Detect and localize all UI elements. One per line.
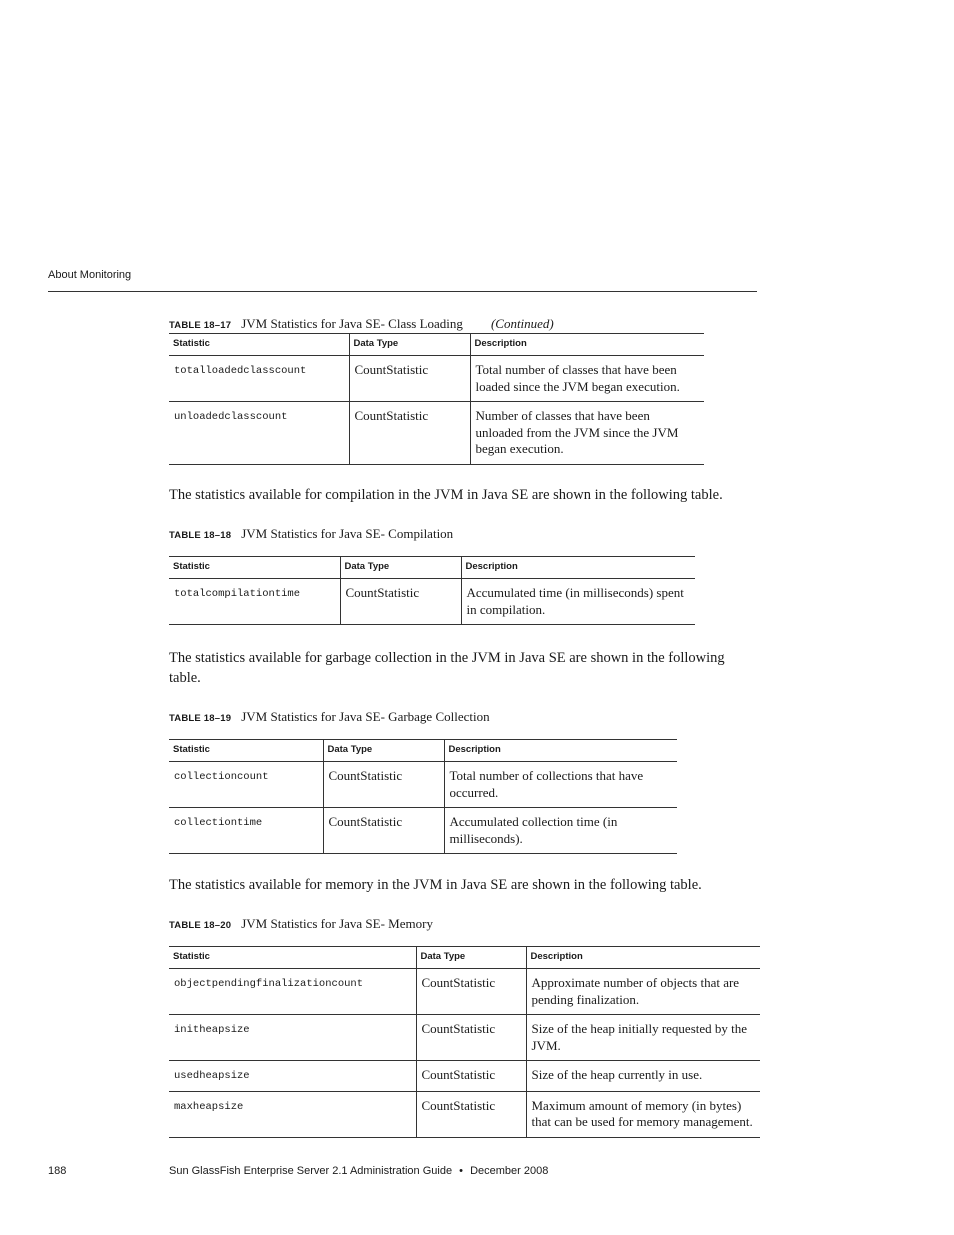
table-title: JVM Statistics for Java SE- Memory (241, 916, 433, 931)
column-header-data-type: Data Type (323, 740, 444, 762)
table-row (169, 1091, 760, 1137)
description: Maximum amount of memory (in bytes) that can be used for memory management. (526, 1091, 760, 1137)
table-18-20 (169, 946, 760, 1138)
data-type: CountStatistic (416, 1061, 526, 1092)
description: Size of the heap initially requested by the JVM. (526, 1015, 760, 1061)
page-number: 188 (48, 1165, 67, 1177)
table-title: JVM Statistics for Java SE- Class Loading (241, 316, 463, 331)
statistic-name: collectiontime (169, 808, 323, 854)
body-paragraph-memory: The statistics available for memory in the JVM in Java SE are shown in the following table. (169, 877, 702, 893)
table-header-row (169, 947, 760, 969)
table-header-row (169, 557, 695, 579)
data-type: CountStatistic (349, 356, 470, 402)
statistic-name: maxheapsize (169, 1091, 416, 1137)
data-type: CountStatistic (416, 969, 526, 1015)
publication-date: December 2008 (470, 1165, 549, 1177)
table-caption-18-17 (169, 316, 554, 332)
table-row (169, 579, 695, 625)
description: Accumulated time (in milliseconds) spent in compilation. (461, 579, 695, 625)
table-row (169, 1061, 760, 1092)
column-header-statistic: Statistic (169, 740, 323, 762)
footer-separator: • (459, 1165, 463, 1177)
description: Accumulated collection time (in milliseconds). (444, 808, 677, 854)
description: Size of the heap currently in use. (526, 1061, 760, 1092)
data-type: CountStatistic (340, 579, 461, 625)
table-18-17 (169, 333, 704, 465)
table-caption-18-18 (169, 526, 453, 542)
description: Number of classes that have been unloaded from the JVM since the JVM began execution. (470, 402, 704, 465)
continued-note: (Continued) (490, 316, 554, 331)
table-row (169, 356, 704, 402)
running-footer (169, 1165, 548, 1177)
data-type: CountStatistic (416, 1015, 526, 1061)
body-paragraph-garbage-collection: The statistics available for garbage collection in the JVM in Java SE are shown in the following table. (169, 650, 725, 686)
table-label: TABLE 18–17 (169, 320, 232, 331)
data-type: CountStatistic (323, 762, 444, 808)
description: Approximate number of objects that are pending finalization. (526, 969, 760, 1015)
description: Total number of collections that have occurred. (444, 762, 677, 808)
table-header-row (169, 334, 704, 356)
column-header-statistic: Statistic (169, 947, 416, 969)
column-header-statistic: Statistic (169, 334, 349, 356)
table-18-19 (169, 739, 677, 854)
statistic-name: totalloadedclasscount (169, 356, 349, 402)
table-label: TABLE 18–20 (169, 920, 232, 931)
table-18-18 (169, 556, 695, 625)
column-header-statistic: Statistic (169, 557, 340, 579)
table-row (169, 808, 677, 854)
table-label: TABLE 18–18 (169, 530, 232, 541)
table-title: JVM Statistics for Java SE- Compilation (241, 526, 454, 541)
column-header-description: Description (444, 740, 677, 762)
data-type: CountStatistic (349, 402, 470, 465)
statistic-name: unloadedclasscount (169, 402, 349, 465)
column-header-data-type: Data Type (340, 557, 461, 579)
column-header-data-type: Data Type (416, 947, 526, 969)
table-row (169, 1015, 760, 1061)
description: Total number of classes that have been loaded since the JVM began execution. (470, 356, 704, 402)
statistic-name: collectioncount (169, 762, 323, 808)
column-header-description: Description (470, 334, 704, 356)
body-paragraph-compilation: The statistics available for compilation in the JVM in Java SE are shown in the following table. (169, 487, 723, 503)
table-row (169, 402, 704, 465)
statistic-name: usedheapsize (169, 1061, 416, 1092)
data-type: CountStatistic (323, 808, 444, 854)
column-header-description: Description (526, 947, 760, 969)
table-caption-18-20 (169, 916, 433, 932)
table-caption-18-19 (169, 709, 490, 725)
column-header-data-type: Data Type (349, 334, 470, 356)
statistic-name: totalcompilationtime (169, 579, 340, 625)
header-rule (48, 291, 757, 292)
book-title: Sun GlassFish Enterprise Server 2.1 Administration Guide (169, 1165, 453, 1177)
statistic-name: initheapsize (169, 1015, 416, 1061)
table-row (169, 969, 760, 1015)
table-label: TABLE 18–19 (169, 713, 232, 724)
table-header-row (169, 740, 677, 762)
data-type: CountStatistic (416, 1091, 526, 1137)
table-row (169, 762, 677, 808)
table-title: JVM Statistics for Java SE- Garbage Collection (241, 709, 490, 724)
column-header-description: Description (461, 557, 695, 579)
statistic-name: objectpendingfinalizationcount (169, 969, 416, 1015)
running-header: About Monitoring (48, 269, 132, 281)
